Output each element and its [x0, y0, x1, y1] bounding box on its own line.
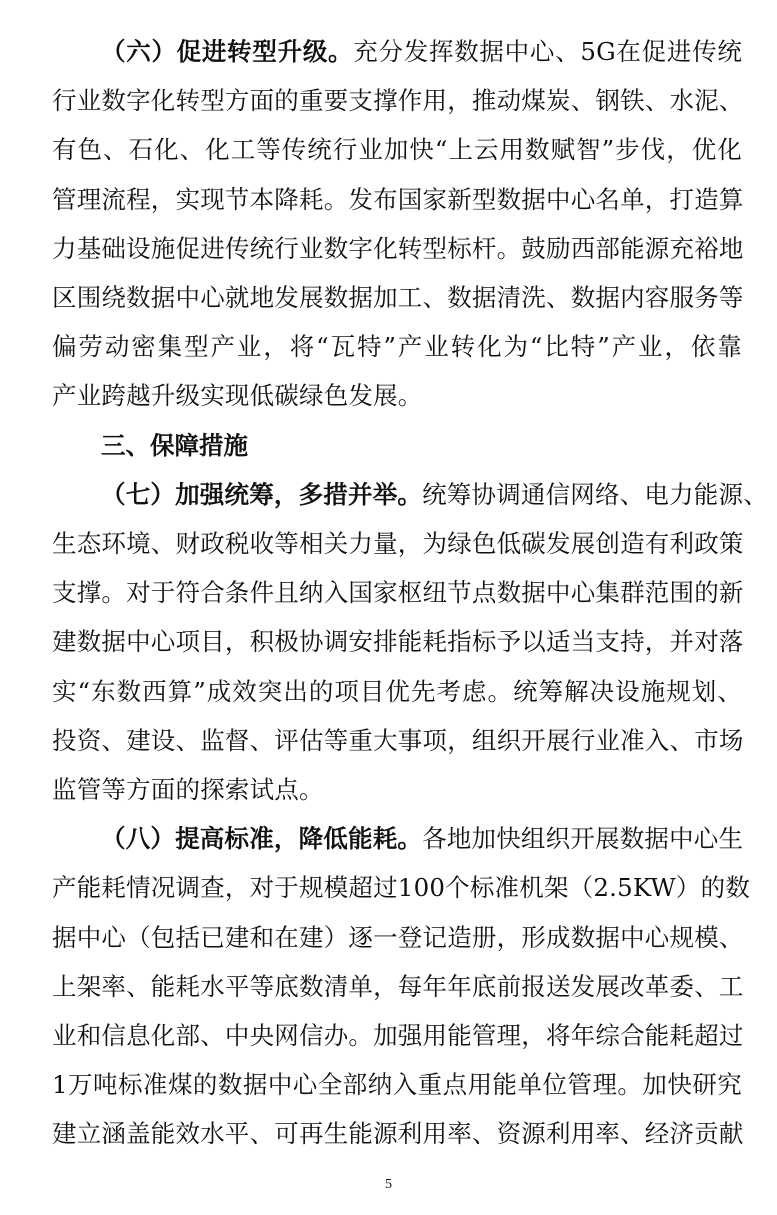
- paragraph-7-lead: （七）加强统筹，多措并举。: [101, 479, 423, 509]
- paragraph-6-lead: （六）促进转型升级。: [101, 37, 354, 66]
- paragraph-8-line-6: 1万吨标准煤的数据中心全部纳入重点用能单位管理。加快研究: [52, 1070, 742, 1100]
- paragraph-6-line-1: [52, 27, 742, 76]
- paragraph-6-line-8: 产业跨越升级实现低碳绿色发展。: [52, 381, 423, 411]
- paragraph-6: [52, 27, 742, 421]
- document-body: [52, 27, 768, 1159]
- paragraph-7-line-7: 监管等方面的探索试点。: [52, 775, 324, 805]
- paragraph-7-text: 统筹协调通信网络、电力能源、: [422, 479, 768, 509]
- paragraph-7-line-4: 建数据中心项目，积极协调安排能耗指标予以适当支持，并对落: [52, 627, 744, 657]
- paragraph-7-line-1: [52, 470, 768, 519]
- paragraph-8-line-2: 产能耗情况调查，对于规模超过100个标准机架（2.5KW）的数: [52, 873, 751, 903]
- paragraph-6-line-4: 管理流程，实现节本降耗。发布国家新型数据中心名单，打造算: [52, 184, 744, 214]
- paragraph-7-line-2: 生态环境、财政税收等相关力量，为绿色低碳发展创造有利政策: [52, 529, 744, 559]
- section-heading-3: 三、保障措施: [101, 430, 248, 460]
- paragraph-6-line-3: 有色、石化、化工等传统行业加快“上云用数赋智”步伐，优化: [52, 135, 742, 165]
- paragraph-7-line-3: 支撑。对于符合条件且纳入国家枢纽节点数据中心集群范围的新: [52, 578, 744, 608]
- paragraph-8-line-7: 建立涵盖能效水平、可再生能源利用率、资源利用率、经济贡献: [52, 1119, 744, 1149]
- paragraph-8: [52, 814, 751, 1158]
- paragraph-6-line-7: 偏劳动密集型产业，将“瓦特”产业转化为“比特”产业，依靠: [52, 332, 742, 362]
- paragraph-8-line-3: 据中心（包括已建和在建）逐一登记造册，形成数据中心规模、: [52, 922, 744, 952]
- paragraph-6-line-2: 行业数字化转型方面的重要支撑作用，推动煤炭、钢铁、水泥、: [52, 86, 744, 116]
- paragraph-7: [52, 470, 768, 814]
- paragraph-6-line-6: 区围绕数据中心就地发展数据加工、数据清洗、数据内容服务等: [52, 283, 744, 313]
- paragraph-7-line-5: 实“东数西算”成效突出的项目优先考虑。统筹解决设施规划、: [52, 676, 742, 706]
- paragraph-6-line-5: 力基础设施促进传统行业数字化转型标杆。鼓励西部能源充裕地: [52, 233, 744, 263]
- paragraph-7-line-6: 投资、建设、监督、评估等重大事项，组织开展行业准入、市场: [52, 725, 744, 755]
- page-number: 5: [385, 1177, 392, 1192]
- paragraph-8-line-1: [52, 814, 742, 863]
- paragraph-8-text: 各地加快组织开展数据中心生: [422, 824, 744, 854]
- paragraph-8-lead: （八）提高标准，降低能耗。: [101, 824, 423, 854]
- paragraph-6-text: 充分发挥数据中心、5G在促进传统: [353, 37, 743, 66]
- paragraph-8-line-4: 上架率、能耗水平等底数清单，每年年底前报送发展改革委、工: [52, 971, 744, 1001]
- paragraph-8-line-5: 业和信息化部、中央网信办。加强用能管理，将年综合能耗超过: [52, 1021, 744, 1051]
